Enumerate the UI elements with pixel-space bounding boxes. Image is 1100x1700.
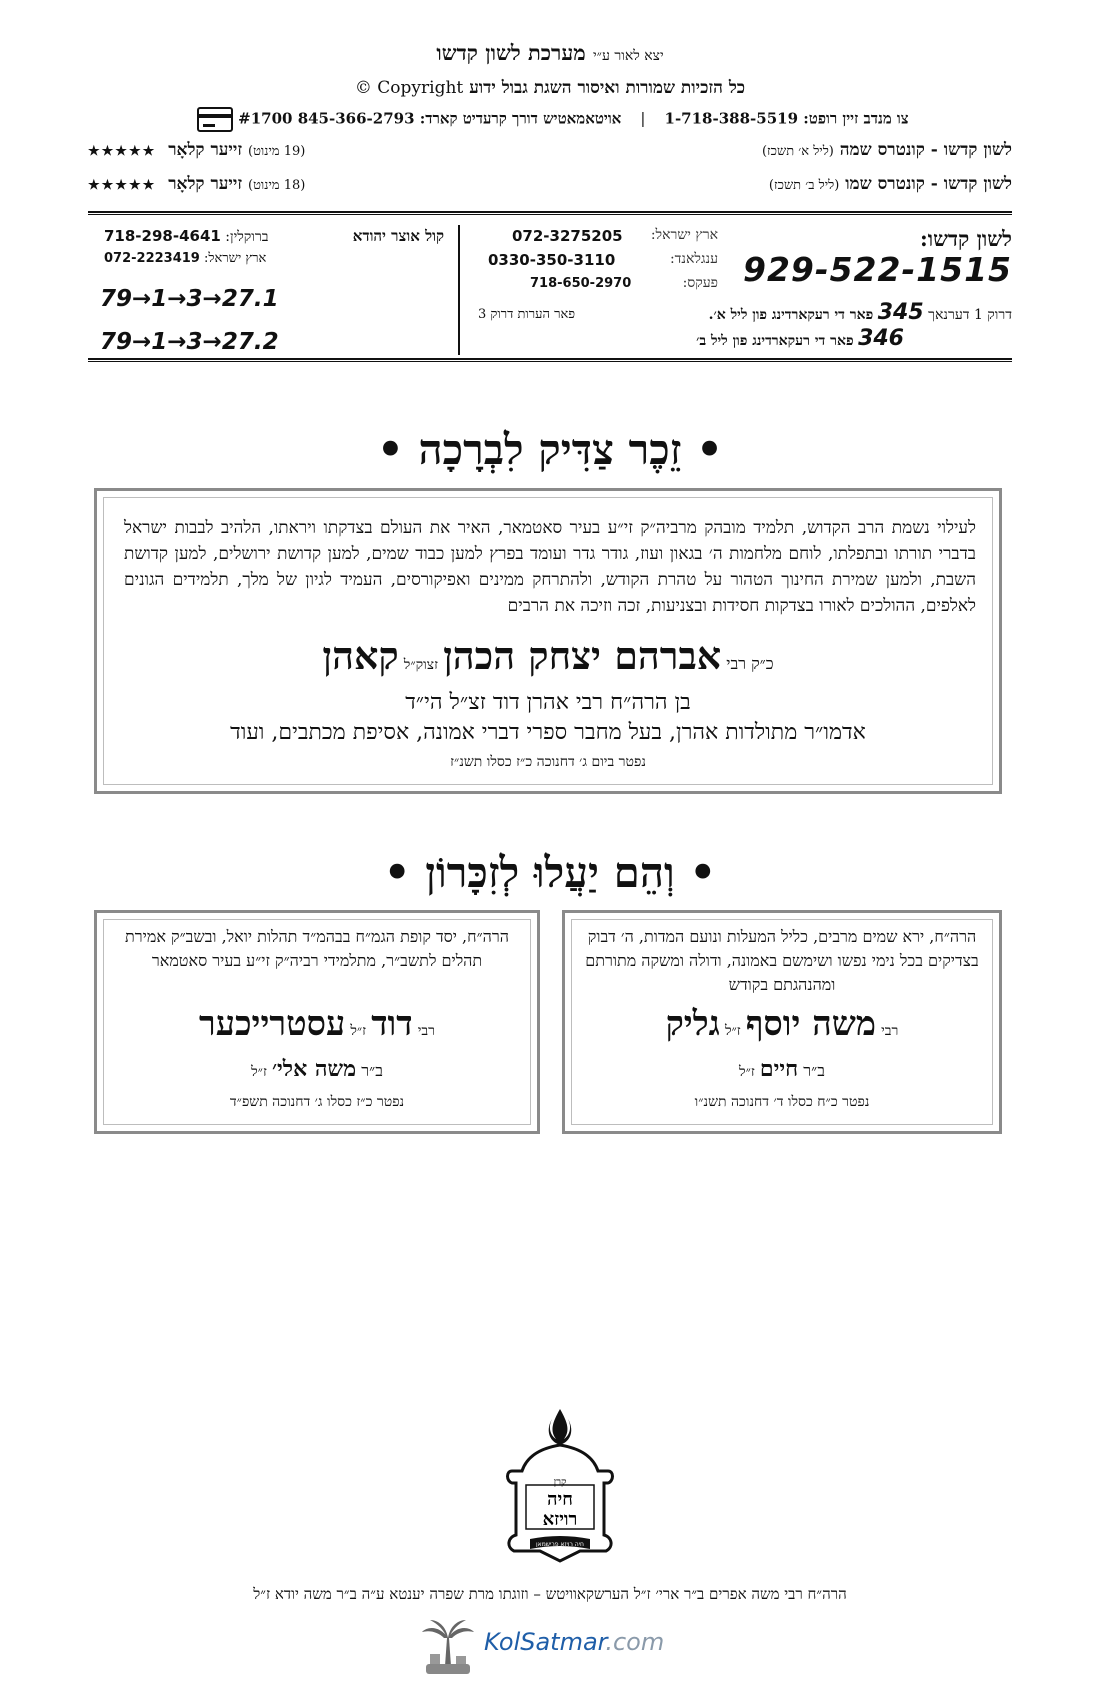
- kol-israel-label: ארץ ישראל:: [204, 251, 267, 266]
- divider-vertical: [458, 225, 460, 355]
- donate-phone[interactable]: צו מנדב זיין רופט: 1-718-388-5519: [664, 109, 909, 128]
- right-father: חיים: [759, 1056, 799, 1082]
- press-line-1: [709, 300, 1012, 325]
- left-father: משה אלי׳: [271, 1056, 357, 1082]
- publisher-name: מערכת לשון קדשו: [436, 40, 586, 65]
- lashon-phone[interactable]: 929-522-1515: [742, 250, 1012, 289]
- recording-quality: זייער קלאָר: [168, 140, 243, 160]
- brooklyn-phone[interactable]: 718-298-4641: [104, 227, 221, 245]
- candle-emblem-icon: [500, 1405, 620, 1570]
- recording-name: לשון קדשו - קונטרס שמו: [845, 174, 1012, 194]
- donate-line: [0, 107, 1100, 132]
- brand-suffix: .com: [605, 1628, 665, 1656]
- brooklyn-label: ברוקלין:: [225, 229, 269, 245]
- copyright-line: [0, 78, 1100, 98]
- right-passed: נפטר כ״ח כסלו ד׳ דחנוכה תשנ״ו: [694, 1094, 870, 1110]
- emblem-line2: רויזא: [542, 1509, 578, 1530]
- left-passed: נפטר כ״ז כסלו ג׳ דחנוכה תשפ״ד: [229, 1094, 405, 1110]
- memorial-surname: קאהן: [322, 633, 399, 678]
- kol-israel-line: [104, 250, 266, 266]
- emblem-line1: חיה: [547, 1489, 573, 1510]
- emblem-bottom: חיה רויזא פרישמאן: [536, 1541, 584, 1548]
- fax-phone: 718-650-2970: [530, 276, 632, 291]
- divider-top: [88, 211, 1012, 213]
- publisher-line: [0, 40, 1100, 66]
- emblem-top: קרן: [553, 1477, 567, 1488]
- recording-note: (ליל א׳ תשכז): [761, 144, 834, 159]
- right-name: משה יוסף: [745, 1004, 877, 1044]
- recording-quality-1: [88, 140, 305, 160]
- publisher-prefix: יצא לאור ע״י: [593, 48, 664, 64]
- divider-bottom-thin: [88, 361, 1012, 362]
- separator: |: [640, 109, 646, 128]
- palm-tree-icon: [420, 1618, 476, 1676]
- press-line-2: [696, 326, 904, 351]
- memorial-title: • זֵכֶר צַדִּיק לִבְרָכָה •: [377, 425, 723, 474]
- recording-quality-2: [88, 174, 305, 194]
- name-suffix: זצוק״ל: [403, 657, 438, 673]
- kolsatmar-logo[interactable]: [484, 1628, 664, 1656]
- recording-title-2[interactable]: [769, 174, 1012, 194]
- england-phone[interactable]: 0330-350-3110: [488, 251, 616, 269]
- memorial-name: אברהם יצחק הכהן: [443, 633, 722, 678]
- kol-title: קול אוצר יהודא: [352, 227, 444, 245]
- right-zl: ז״ל: [724, 1023, 741, 1039]
- right-name-line: [570, 1004, 994, 1044]
- memorial-father: בן הרה״ח רבי אהרן דוד זצ״ל הי״ד: [405, 690, 691, 715]
- kol-israel-phone[interactable]: 072-2223419: [104, 251, 200, 266]
- right-father-prefix: ב״ר: [803, 1061, 825, 1080]
- left-surname: עסטרייכער: [199, 1004, 346, 1044]
- footer-dedication: הרה״ח רבי משה אפרים ב״ר ארי׳ ז״ל הערשקאוויטש – וזוגתו מרת שפרה יענטא ע״ה ב״ר משה יודא ז״ל: [253, 1585, 847, 1603]
- left-father-line: [102, 1056, 532, 1082]
- credit-card-icon: [197, 107, 233, 132]
- left-father-prefix: ב״ר: [361, 1061, 383, 1080]
- right-text: הרה״ח, ירא שמים מרבים, כליל המעלות ונועם המדות, ה׳ דבוק בצדיקים בכל נימי נפשו ושימשם באמונה, ודולה ומשקה מתורתם ומהנהגתם בקודש: [585, 927, 979, 994]
- recording-note: (ליל ב׳ תשכז): [768, 178, 840, 193]
- rights-text: כל הזכיות שמורות ואיסור השגת גבול ידוע: [469, 78, 746, 98]
- memorial-text: לעילוי נשמת הרב הקדוש, תלמיד מובהק מרביה״ק זי״ע בעיר סאטמאר, האיר את העולם בצדקתו ויראתו, הלהיב לבבות ישראל בדברי תורתו ובתפלתו, לוחם מלחמות ה׳ בגאון ועוז, גודר גדר ועומד בפרץ למען כבוד שמים, למען קדושת ירושלים, למען קדושת השבת, ולמען שמירת החינוך הטהור על טהרת הקודש, ולהתרחק ממינים ואפיקורסים, העמיד לגיון של מלך, תלמידים הגונים לאלפים, ההולכים לאורו בצדקות חסידות ובצניעות, זכה וזיכה את הרבים: [124, 518, 976, 616]
- left-name-line: [102, 1004, 532, 1044]
- memorial-titles: אדמו״ר מתולדות אהרן, בעל מחבר ספרי דברי אמונה, אסיפת מכתבים, ועוד: [230, 720, 866, 745]
- divider-top-thin: [88, 214, 1012, 215]
- fax-label: פעקס:: [682, 275, 718, 291]
- divider-bottom: [88, 358, 1012, 360]
- right-father-line: [570, 1056, 994, 1082]
- left-zl: ז״ל: [350, 1023, 367, 1039]
- right-surname: גליק: [665, 1004, 720, 1044]
- england-label: ענגלאנד:: [669, 251, 718, 267]
- brand-name: KolSatmar: [484, 1628, 606, 1656]
- recording-duration: (19 מינוט): [248, 144, 306, 159]
- menu-path-1: 79→1→3→27.1: [100, 286, 279, 312]
- press-instruction: דרוק 1 דערנאך: [928, 307, 1012, 323]
- brooklyn-line: [104, 227, 268, 246]
- name-prefix: כ״ק רבי: [726, 654, 774, 673]
- right-father-zl: ז״ל: [739, 1064, 755, 1080]
- recording-name: לשון קדשו - קונטרס שמה: [839, 140, 1012, 160]
- israel-phone[interactable]: 072-3275205: [512, 227, 623, 245]
- recording-quality: זייער קלאָר: [168, 174, 243, 194]
- menu-path-2: 79→1→3→27.2: [100, 329, 279, 355]
- extension-346[interactable]: 346: [858, 326, 904, 351]
- copyright-text: Copyright ©: [354, 78, 464, 98]
- recording-title-1[interactable]: [762, 140, 1012, 160]
- left-father-zl: ז״ל: [251, 1064, 267, 1080]
- right-prefix: רבי: [881, 1023, 899, 1039]
- recording-option-2: פאר די רעקארדינג פון ליל ב׳: [696, 333, 854, 349]
- credit-card-line[interactable]: אויטאמאטיש דורך קרעדיט קארד: 845-366-2793 #1700: [238, 109, 622, 128]
- left-prefix: רבי: [417, 1023, 435, 1039]
- remembrance-title: • וְהֵם יַעֲלוּ לְזִכָּרוֹן •: [383, 848, 717, 897]
- israel-label: ארץ ישראל:: [650, 227, 718, 243]
- left-name: דוד: [371, 1004, 413, 1044]
- recording-option-1: פאר די רעקארדינג פון ליל א׳.: [708, 307, 874, 323]
- star-rating-icon: ★★★★★: [88, 144, 157, 159]
- star-rating-icon: ★★★★★: [88, 178, 157, 193]
- recording-duration: (18 מינוט): [248, 178, 306, 193]
- memorial-passed: נפטר ביום ג׳ דחנוכה כ״ז כסלו תשנ״ז: [450, 754, 646, 770]
- memorial-name-line: [100, 633, 996, 679]
- lashon-title: לשון קדשו:: [919, 226, 1012, 251]
- notes-option: פאר הערות דרוק 3: [478, 307, 576, 322]
- extension-345[interactable]: 345: [877, 300, 924, 325]
- left-text: הרה״ח, יסד קופת הגמ״ח בבהמ״ד תהלות יואל, ובשב״ק אמירת תהלים לתשב״ר, מתלמידי רביה״ק זי״ע בעיר סאטמאר: [125, 927, 509, 970]
